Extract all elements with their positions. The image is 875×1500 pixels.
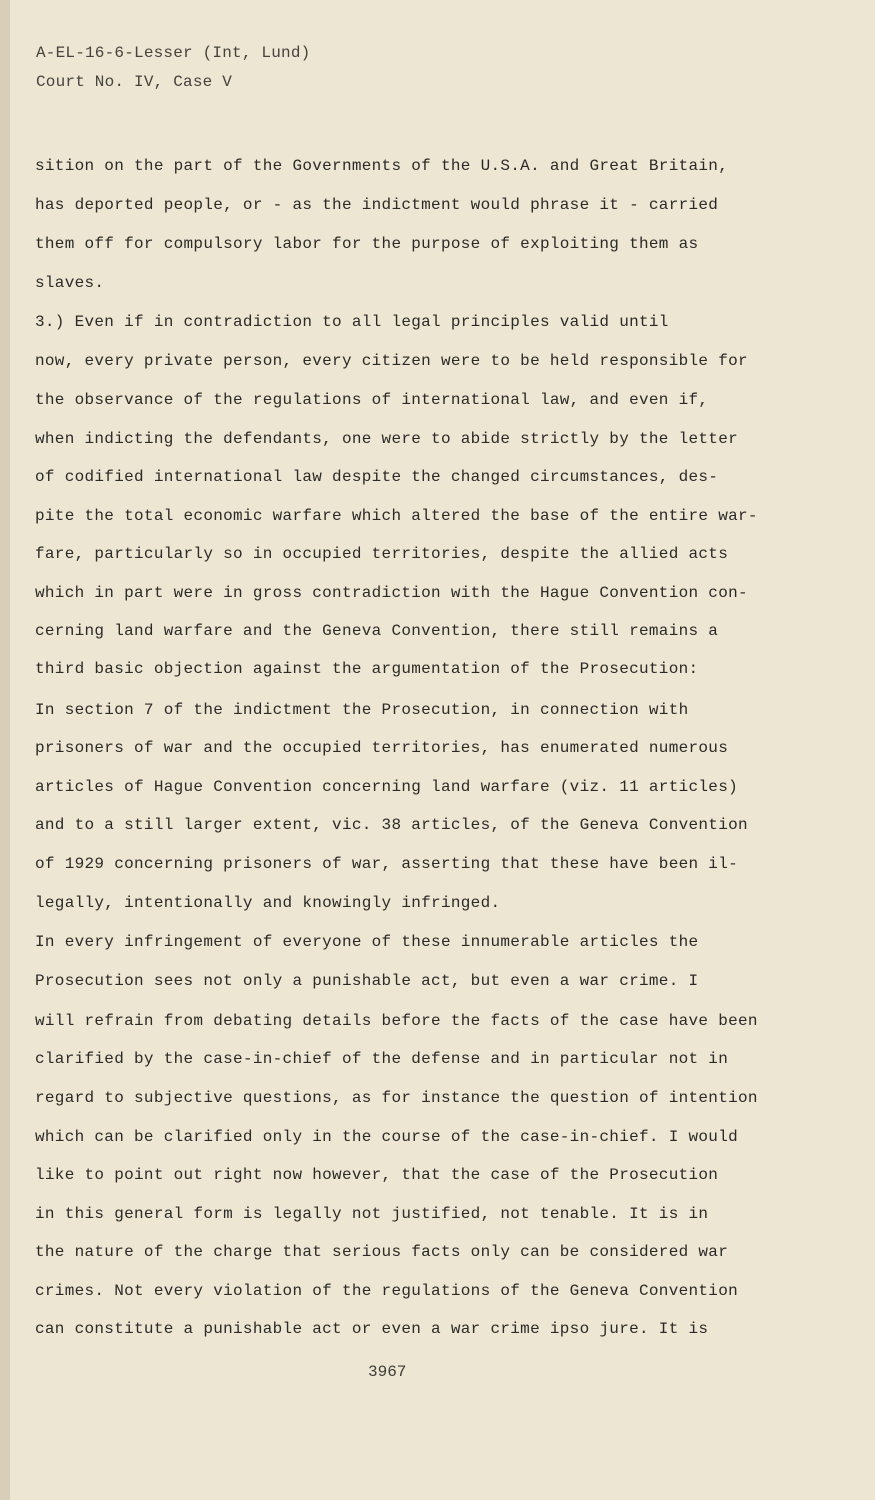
body-line: prisoners of war and the occupied territories, has enumerated numerous	[35, 739, 729, 757]
body-line: the nature of the charge that serious facts only can be considered war	[35, 1243, 729, 1261]
body-line: fare, particularly so in occupied territories, despite the allied acts	[35, 545, 729, 563]
body-line: clarified by the case-in-chief of the defense and in particular not in	[35, 1050, 729, 1068]
body-line: like to point out right now however, that the case of the Prosecution	[35, 1166, 719, 1184]
body-line: articles of Hague Convention concerning land warfare (viz. 11 articles)	[35, 778, 739, 796]
document-header-court: Court No. IV, Case V	[36, 73, 233, 91]
body-line: has deported people, or - as the indictment would phrase it - carried	[35, 196, 719, 214]
page-edge	[0, 0, 10, 1500]
body-line: which can be clarified only in the course of the case-in-chief. I would	[35, 1128, 739, 1146]
body-line: and to a still larger extent, vic. 38 articles, of the Geneva Convention	[35, 816, 748, 834]
body-line: pite the total economic warfare which altered the base of the entire war-	[35, 507, 758, 525]
body-line: In section 7 of the indictment the Prosecution, in connection with	[35, 701, 689, 719]
body-line: which in part were in gross contradiction with the Hague Convention con-	[35, 584, 748, 602]
body-line: regard to subjective questions, as for instance the question of intention	[35, 1089, 758, 1107]
body-line: them off for compulsory labor for the purpose of exploiting them as	[35, 235, 699, 253]
body-line: will refrain from debating details before the facts of the case have been	[35, 1012, 758, 1030]
document-header-reference: A-EL-16-6-Lesser (Int, Lund)	[36, 44, 311, 62]
body-line: of 1929 concerning prisoners of war, asserting that these have been il-	[35, 855, 739, 873]
body-line: third basic objection against the argumentation of the Prosecution:	[35, 660, 699, 678]
body-line: can constitute a punishable act or even a war crime ipso jure. It is	[35, 1320, 709, 1338]
page-number: 3967	[368, 1363, 407, 1381]
body-line: cerning land warfare and the Geneva Convention, there still remains a	[35, 622, 719, 640]
body-line: crimes. Not every violation of the regulations of the Geneva Convention	[35, 1282, 739, 1300]
body-line: 3.) Even if in contradiction to all legal principles valid until	[35, 313, 669, 331]
body-line: In every infringement of everyone of these innumerable articles the	[35, 933, 699, 951]
body-line: Prosecution sees not only a punishable act, but even a war crime. I	[35, 972, 699, 990]
body-line: now, every private person, every citizen were to be held responsible for	[35, 352, 748, 370]
body-line: slaves.	[35, 274, 105, 292]
body-line: of codified international law despite the changed circumstances, des-	[35, 468, 719, 486]
body-line: legally, intentionally and knowingly infringed.	[35, 894, 501, 912]
body-line: the observance of the regulations of international law, and even if,	[35, 391, 709, 409]
body-line: sition on the part of the Governments of the U.S.A. and Great Britain,	[35, 157, 729, 175]
body-line: in this general form is legally not justified, not tenable. It is in	[35, 1205, 709, 1223]
body-line: when indicting the defendants, one were to abide strictly by the letter	[35, 430, 739, 448]
